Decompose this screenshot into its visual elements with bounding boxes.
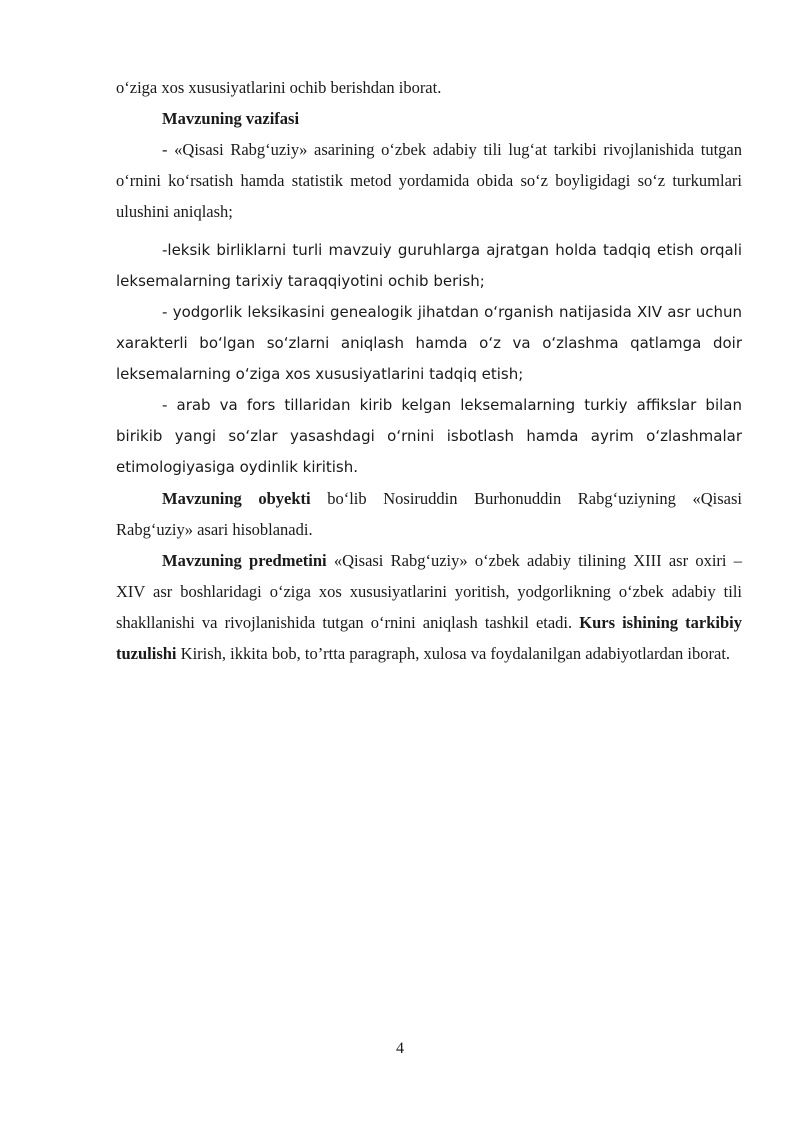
paragraph-continuation: [116, 72, 742, 103]
task-item-1: [116, 134, 742, 227]
page-number: 4: [396, 1040, 404, 1057]
paragraph-text: bo‘lib Nosiruddin Burhonuddin Rabg‘uziyning «Qisasi Rabg‘uziy» asari hisoblanadi.: [116, 489, 742, 539]
object-label: Mavzuning obyekti: [162, 489, 311, 508]
task-item-3: [116, 297, 742, 390]
paragraph-text: - arab va fors tillaridan kirib kelgan leksemalarning turkiy affikslar bilan birikib yangi so‘zlar yasashdagi o‘rnini isbotlash hamda ayrim o‘zlashmalar etimologiyasiga oydinlik kiritish.: [116, 396, 742, 476]
paragraph-text: -leksik birliklarni turli mavzuiy guruhlarga ajratgan holda tadqiq etish orqali leksemalarning tarixiy taraqqiyotini ochib berish;: [116, 241, 742, 290]
subject-paragraph: [116, 545, 742, 669]
paragraph-text: - «Qisasi Rabg‘uziy» asarining o‘zbek adabiy tili lug‘at tarkibi rivojlanishida tutgan o‘rnini ko‘rsatish hamda statistik metod yordamida obida so‘z boyligidagi so‘z turkumlari ulushini aniqlash;: [116, 140, 742, 221]
task-item-4: [116, 390, 742, 483]
object-paragraph: [116, 483, 742, 545]
structure-label: Kurs ishining tarkibiy tuzulishi: [116, 613, 742, 663]
paragraph-text: o‘ziga xos xususiyatlarini ochib berishdan iborat.: [116, 78, 442, 97]
subject-label: Mavzuning predmetini: [162, 551, 327, 570]
section-heading: [116, 103, 742, 134]
paragraph-text: Kirish, ikkita bob, to’rtta paragraph, xulosa va foydalanilgan adabiyotlardan iborat.: [176, 644, 731, 663]
heading-vazifasi: Mavzuning vazifasi: [162, 109, 300, 128]
task-item-2: [116, 235, 742, 297]
paragraph-text: «Qisasi Rabg‘uziy» o‘zbek adabiy tilining XIII asr oxiri – XIV asr boshlaridagi o‘ziga xos xususiyatlarini yoritish, yodgorlikning o‘zbek adabiy tili shakllanishi va rivojlanishida tutgan o‘rnini aniqlash tashkil etadi.: [116, 551, 743, 632]
document-body: [116, 72, 742, 669]
paragraph-text: - yodgorlik leksikasini genealogik jihatdan o‘rganish natijasida XIV asr uchun xarakterli bo‘lgan so‘zlarni aniqlash hamda o‘z va o‘zlashma qatlamga doir leksemalarning o‘ziga xos xususiyatlarini tadqiq etish;: [116, 303, 742, 383]
